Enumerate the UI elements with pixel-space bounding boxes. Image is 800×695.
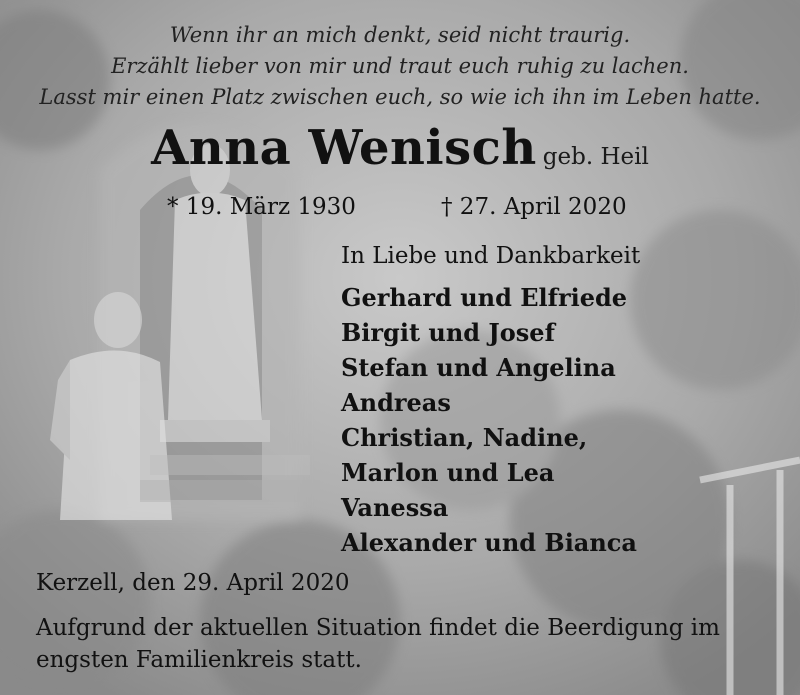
death-date: † 27. April 2020 [441,194,627,220]
place-and-date: Kerzell, den 29. April 2020 [36,570,350,596]
funeral-info-line: Aufgrund der aktuellen Situation findet die Beerdigung im [36,615,720,641]
poem [0,20,800,113]
poem-line: Lasst mir einen Platz zwischen euch, so wie ich ihn im Leben hatte. [39,85,761,109]
mourner-entry: Andreas [341,388,451,417]
poem-line: Wenn ihr an mich denkt, seid nicht traurig. [169,23,631,47]
maiden-name: geb. Heil [542,144,649,170]
mourner-entry: Vanessa [341,493,449,522]
funeral-info-line: engsten Familienkreis statt. [36,647,362,673]
mourner-entry: Gerhard und Elfriede [341,283,628,312]
deceased-name: Anna Wenisch [151,120,537,176]
mourners-list [341,280,637,560]
mourner-entry: Christian, Nadine, [341,423,588,452]
mourner-entry: Stefan und Angelina [341,353,616,382]
mourner-entry: Birgit und Josef [341,318,555,347]
birth-date: * 19. März 1930 [167,194,356,220]
deceased-name-line [0,120,800,176]
poem-line: Erzählt lieber von mir und traut euch ruhig zu lachen. [111,54,689,78]
dedication: In Liebe und Dankbarkeit [341,243,641,269]
mourner-entry: Marlon und Lea [341,458,555,487]
mourner-entry: Alexander und Bianca [341,528,637,557]
funeral-info [36,612,786,676]
